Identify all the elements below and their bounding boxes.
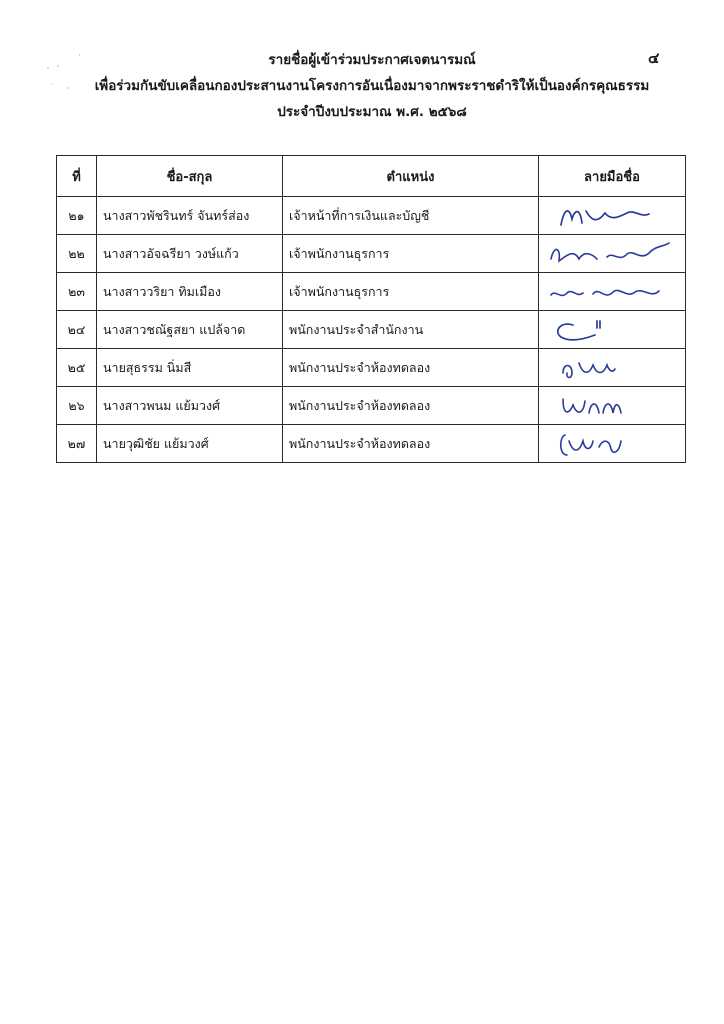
participant-position: พนักงานประจำห้องทดลอง: [283, 387, 539, 425]
column-header-name: ชื่อ-สกุล: [97, 156, 283, 197]
participant-position: พนักงานประจำสำนักงาน: [283, 311, 539, 349]
table-row: [57, 349, 686, 387]
participant-name: นางสาวชณัฐสยา แปล้จาด: [97, 311, 283, 349]
handwritten-signature: [539, 387, 686, 424]
signature-cell: [539, 387, 686, 425]
handwritten-signature: [539, 235, 686, 272]
participant-name: นางสาววริยา ทิมเมือง: [97, 273, 283, 311]
table-row: [57, 273, 686, 311]
table-row: [57, 197, 686, 235]
participant-position: พนักงานประจำห้องทดลอง: [283, 349, 539, 387]
signature-cell: [539, 273, 686, 311]
handwritten-signature: [539, 311, 686, 348]
header-fiscal-year: ประจำปีงบประมาณ พ.ศ. ๒๕๖๘: [277, 104, 467, 120]
signature-cell: [539, 425, 686, 463]
table-row: [57, 235, 686, 273]
handwritten-signature: [539, 425, 686, 462]
participant-name: นางสาวอัจฉรียา วงษ์แก้ว: [97, 235, 283, 273]
participant-position: เจ้าพนักงานธุรการ: [283, 273, 539, 311]
handwritten-signature: [539, 349, 686, 386]
participant-position: พนักงานประจำห้องทดลอง: [283, 425, 539, 463]
participant-name: นางสาวพนม แย้มวงศ์: [97, 387, 283, 425]
header-title: รายชื่อผู้เข้าร่วมประกาศเจตนารมณ์: [268, 52, 476, 68]
row-number: ๒๓: [57, 273, 97, 311]
participant-position: เจ้าหน้าที่การเงินและบัญชี: [283, 197, 539, 235]
row-number: ๒๔: [57, 311, 97, 349]
page-number: ๔: [648, 49, 660, 67]
row-number: ๒๕: [57, 349, 97, 387]
signature-cell: [539, 311, 686, 349]
table-row: [57, 311, 686, 349]
row-number: ๒๑: [57, 197, 97, 235]
table-header-row: [57, 156, 686, 197]
participant-name: นายสุธรรม นิ่มสี: [97, 349, 283, 387]
participant-name: นายวุฒิชัย แย้มวงศ์: [97, 425, 283, 463]
column-header-position: ตำแหน่ง: [283, 156, 539, 197]
row-number: ๒๒: [57, 235, 97, 273]
document-header: [60, 47, 684, 125]
column-header-signature: ลายมือชื่อ: [539, 156, 686, 197]
signature-cell: [539, 235, 686, 273]
signature-cell: [539, 197, 686, 235]
participants-table: [56, 155, 686, 463]
participant-name: นางสาวพัชรินทร์ จันทร์ส่อง: [97, 197, 283, 235]
row-number: ๒๗: [57, 425, 97, 463]
signature-cell: [539, 349, 686, 387]
handwritten-signature: [539, 273, 686, 310]
participant-position: เจ้าพนักงานธุรการ: [283, 235, 539, 273]
table-row: [57, 387, 686, 425]
table-row: [57, 425, 686, 463]
column-header-no: ที่: [57, 156, 97, 197]
handwritten-signature: [539, 197, 686, 234]
row-number: ๒๖: [57, 387, 97, 425]
header-subtitle: เพื่อร่วมกันขับเคลื่อนกองประสานงานโครงการอันเนื่องมาจากพระราชดำริให้เป็นองค์กรคุณธรรม: [94, 78, 650, 94]
